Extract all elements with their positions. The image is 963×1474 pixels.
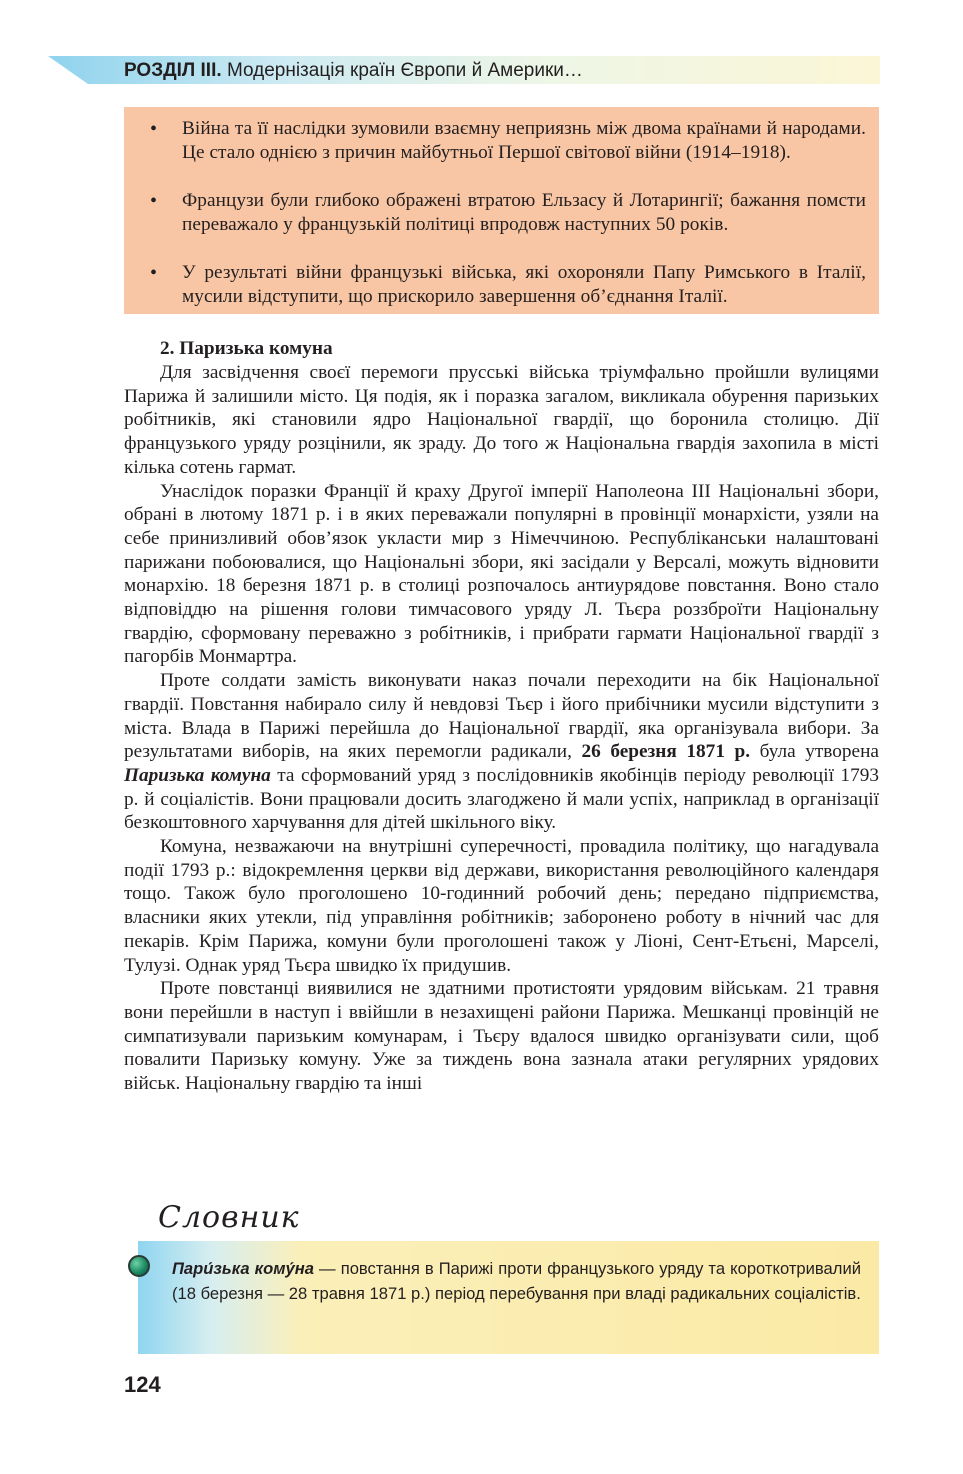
bullet-icon: •: [150, 262, 158, 284]
paragraph: Унаслідок поразки Франції й краху Другої імперії Наполеона III Національні збори, обрані в лютому 1871 р. і в яких переважали популярні в провінції монархісти, узяли на себе принизливий обов’язок укласти мир з Німеччиною. Республіканськи налаштовані парижани побоювалися, що Національні збори, які засідали у Версалі, можуть відновити монархію. 18 березня 1871 р. в столиці розпочалось антиурядове повстання. Воно стало відповіддю на рішення голови тимчасового уряду Л. Тьєра роззброїти Національну гвардію, сформовану переважно з робітників, і прибрати гармати Національної гвардії з пагорбів Монмартра.: [124, 480, 879, 668]
paragraph: [124, 669, 879, 835]
body-text: [124, 361, 879, 1096]
bullet-icon: •: [150, 118, 158, 140]
glossary-term: Пари́зька кому́на: [172, 1259, 314, 1278]
bullet-text: У результаті війни французькі війська, які охороняли Папу Римського в Італії, мусили відступити, що прискорило завершення об’єднання Італії.: [182, 262, 866, 307]
bullet-icon: •: [150, 190, 158, 212]
paragraph-text: Проте солдати замість виконувати наказ почали переходити на бік Національної гвардії. Повстання набирало силу й невдовзі Тьєр і його прибічники мусили відступити з міста. Влада в Парижі перейшла до Національної гвардії, яка організувала вибори. За результатами виборів, на яких перемогли радикали,: [124, 670, 879, 763]
section-title: Модернізація країн Європи й Америки…: [226, 60, 583, 81]
paragraph: Комуна, незважаючи на внутрішні суперечності, провадила політику, що нагадувала події 1793 р.: відокремлення церкви від держави, використання революційного календаря тощо. Також було проголошено 10-годинний робочий день; передано підприємства, власники яких утекли, під управління робітників; заборонено роботу в нічний час для пекарів. Крім Парижа, комуни були проголошені також у Ліоні, Сент-Етьєні, Марселі, Тулузі. Однак уряд Тьєра швидко їх придушив.: [124, 836, 879, 976]
page-number: 124: [124, 1372, 161, 1397]
paragraph: Для засвідчення своєї перемоги прусські війська тріумфально пройшли вулицями Парижа й залишили місто. Ця подія, як і поразка загалом, викликала обурення паризьких робітників, які становили ядро Національної гвардії, що боронила столицю. Дії французького уряду розцінили, як зраду. До того ж Національна гвардія захопила в місті кілька сотень гармат.: [124, 362, 879, 478]
paragraph-text: та сформований уряд з послідовників якобінців періоду революції 1793 р. й соціалістів. Вони працювали досить злагоджено й мали успіх, наприклад в організації безкоштовного харчування для дітей шкільного віку.: [124, 764, 879, 834]
paragraph-text: була утворена: [759, 741, 879, 763]
bullet-text: Війна та її наслідки зумовили взаємну неприязнь між двома країнами й народами. Це стало однією з причин майбутньої Першої світової війни (1914–1918).: [182, 118, 866, 163]
running-header: [124, 58, 583, 84]
term-highlight: Паризька комуна: [124, 764, 271, 786]
section-label: РОЗДІЛ ІІІ.: [124, 60, 222, 81]
glossary-bullet-icon: [128, 1255, 150, 1277]
paragraph: Проте повстанці виявилися не здатними протистояти урядовим військам. 21 травня вони перейшли в наступ і ввійшли в незахищені райони Парижа. Мешканці провінцій не симпатизували паризьким комунарам, і Тьєру вдалося швидко організувати сили, щоб повалити Паризьку комуну. Уже за тиждень вона зазнала атаки регулярних урядових військ. Національну гвардію та інші: [124, 978, 879, 1095]
bullet-text: Французи були глибоко ображені втратою Ельзасу й Лотарингії; бажання помсти переважало у французькій політиці впродовж наступних 50 років.: [182, 190, 866, 235]
consequences-box: [124, 107, 879, 314]
glossary-entry: [172, 1257, 861, 1306]
date-highlight: 26 березня 1871 р.: [581, 741, 751, 763]
section-heading: 2. Паризька комуна: [160, 338, 333, 359]
glossary-definition: — повстання в Парижі проти французького уряду та короткотривалий (18 березня — 28 травня 1871 р.) період перебування при владі радикальних соціалістів.: [172, 1259, 861, 1303]
glossary-title: Словник: [158, 1200, 300, 1235]
